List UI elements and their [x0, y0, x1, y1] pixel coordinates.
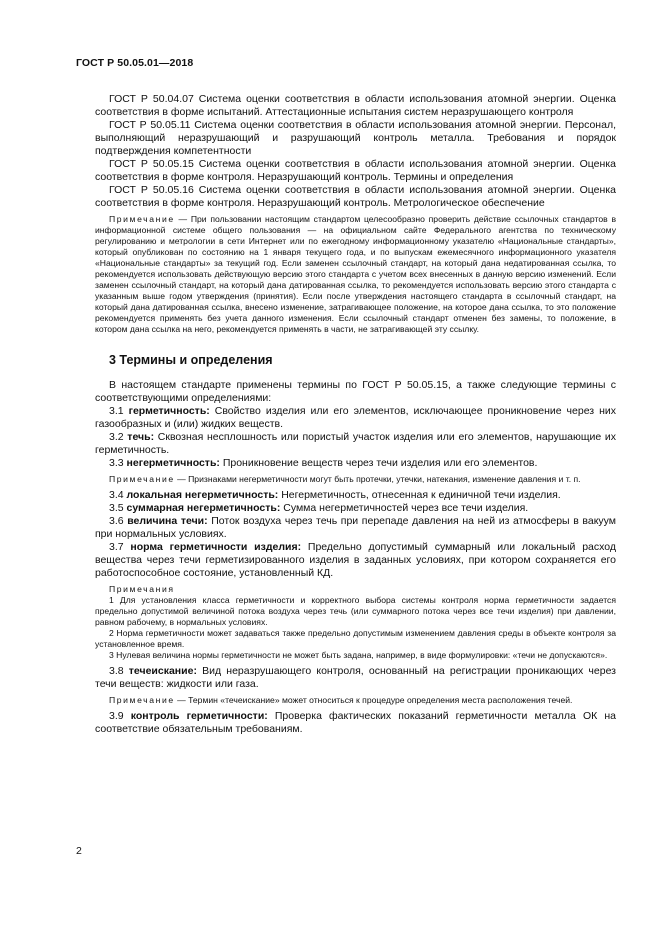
term-3-5: 3.5 суммарная негерметичность: Сумма негерметичностей через все течи изделия. — [109, 502, 529, 514]
term-3-8: 3.8 течеискание: Вид неразрушающего контроля, основанный на регистрации проникающих через течи веществ: жидкости или газа. — [95, 665, 616, 690]
term-3-8-note: Примечание — Термин «течеискание» может относиться к процедуре определения места расположения течей. — [109, 695, 573, 705]
term-3-7-note-3: 3 Нулевая величина нормы герметичности не может быть задана, например, в виде формулировки: «течи не допускаются». — [109, 650, 608, 660]
term-3-1: 3.1 герметичность: Свойство изделия или его элементов, исключающее проникновение через них газообразных и (или) жидких веществ. — [95, 405, 616, 430]
reference-item: ГОСТ Р 50.04.07 Система оценки соответствия в области использования атомной энергии. Оценка соответствия в форме испытаний. Аттестационные испытания систем неразрушающего контроля — [95, 93, 616, 118]
section-intro: В настоящем стандарте применены термины по ГОСТ Р 50.05.15, а также следующие термины с соответствующими определениями: — [95, 379, 616, 404]
reference-item: ГОСТ Р 50.05.15 Система оценки соответствия в области использования атомной энергии. Оценка соответствия в форме контроля. Неразрушающий контроль. Термины и определения — [95, 158, 616, 183]
term-3-3-note: Примечание — Признаками негерметичности могут быть протечки, утечки, натекания, изменение давления и т. п. — [109, 474, 581, 484]
reference-item: ГОСТ Р 50.05.16 Система оценки соответствия в области использования атомной энергии. Оценка соответствия в форме контроля. Неразрушающий контроль. Метрологическое обеспечение — [95, 184, 616, 209]
term-3-6: 3.6 величина течи: Поток воздуха через течь при перепаде давления на ней из атмосферы в вакуум при нормальных условиях. — [95, 515, 617, 540]
document-header: ГОСТ Р 50.05.01—2018 — [76, 57, 194, 69]
document-body — [95, 93, 616, 736]
notes-label: Примечания — [109, 584, 175, 594]
term-3-4: 3.4 локальная негерметичность: Негерметичность, отнесенная к единичной течи изделия. — [109, 489, 561, 501]
reference-item: ГОСТ Р 50.05.11 Система оценки соответствия в области использования атомной энергии. Персонал, выполняющий неразрушающий и разрушающий контроль металла. Требования и порядок подтверждения компетентности — [95, 119, 616, 157]
term-3-2: 3.2 течь: Сквозная несплошность или пористый участок изделия или его элементов, нарушающие их герметичность. — [95, 431, 616, 456]
term-3-7-note-1: 1 Для установления класса герметичности и корректного выбора системы контроля норма герметичности задается предельно допустимой величиной потока воздуха через течь (или суммарного потока через все течи изделия) при давлении, равном рабочему, в нормальных условиях. — [95, 595, 616, 627]
note-label: Примечание — [109, 214, 175, 224]
term-3-3: 3.3 негерметичность: Проникновение веществ через течи изделия или его элементов. — [109, 457, 538, 469]
page-number: 2 — [76, 845, 82, 857]
references-note: Примечание — При пользовании настоящим стандартом целесообразно проверить действие ссылочных стандартов в информационной системе общего пользования — на официальном сайте Федерального агентства по техническому регулированию и метрологии в сети Интернет или по ежегодному информационному указателю «Национальные стандарты», который опубликован по состоянию на 1 января текущего года, и по выпускам ежемесячного информационного указателя «Национальные стандарты» за текущий год. Если заменен ссылочный стандарт, на который дана недатированная ссылка, то рекомендуется использовать действующую версию этого стандарта с учетом всех внесенных в данную версию изменений. Если заменен ссылочный стандарт, на который дана датированная ссылка, то рекомендуется использовать версию этого стандарта с указанным выше годом утверждения (принятия). Если после утверждения настоящего стандарта в ссылочный стандарт, на который дана датированная ссылка, внесено изменение, затрагивающее положение, на которое дана ссылка, то это положение рекомендуется применять без учета данного изменения. Если ссылочный стандарт отменен без замены, то положение, в котором дана ссылка на него, рекомендуется применять в части, не затрагивающей эту ссылку. — [95, 214, 617, 334]
term-3-7-note-2: 2 Норма герметичности может задаваться также предельно допустимым изменением давления среды в объекте контроля за установленное время. — [95, 628, 616, 649]
term-3-7: 3.7 норма герметичности изделия: Предельно допустимый суммарный или локальный расход вещества через течи герметизированного изделия в заданных условиях, при котором сохраняется его работоспособное состояние, установленный КД. — [95, 541, 616, 579]
section-title: 3 Термины и определения — [109, 353, 273, 367]
term-3-9: 3.9 контроль герметичности: Проверка фактических показаний герметичности металла ОК на соответствие обязательным требованиям. — [95, 710, 617, 735]
